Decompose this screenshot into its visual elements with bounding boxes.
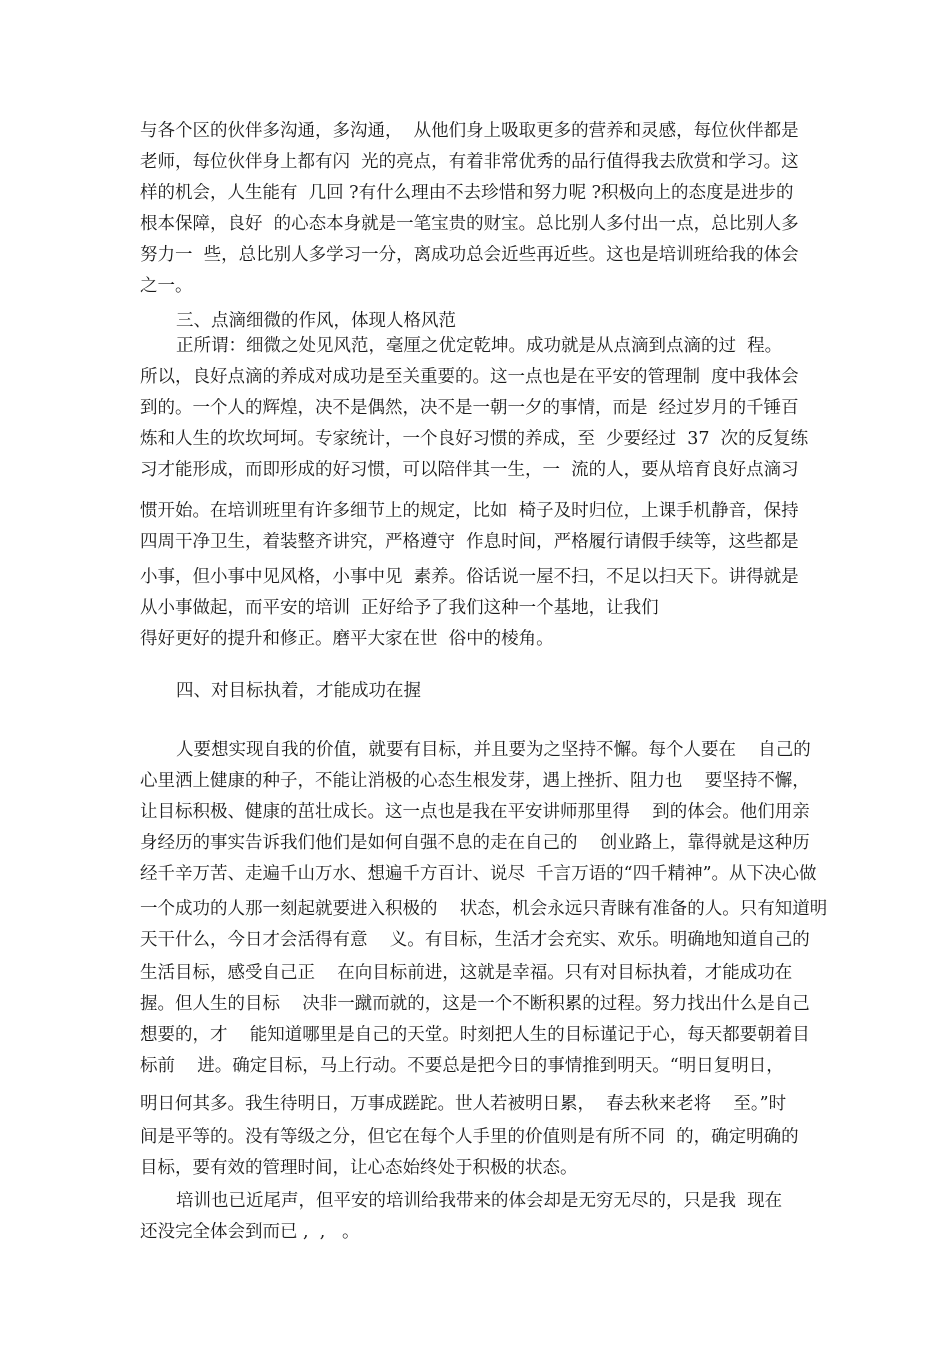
section-heading-four: 四、对目标执着，才能成功在握 — [176, 681, 421, 701]
paragraph-line: 经千辛万苦、走遍千山万水、想遍千方百计、说尽 千言万语的“四千精神”。从下决心做 — [140, 864, 817, 884]
paragraph-line: 人要想实现自我的价值，就要有目标，并且要为之坚持不懈。每个人要在 自己的 — [176, 740, 811, 760]
paragraph-line: 间是平等的。没有等级之分，但它在每个人手里的价值则是有所不同 的，确定明确的 — [140, 1127, 799, 1147]
paragraph-line: 握。但人生的目标 决非一蹴而就的，这是一个不断积累的过程。努力找出什么是自己 — [140, 994, 810, 1014]
closing-line: 培训也已近尾声，但平安的培训给我带来的体会却是无穷无尽的，只是我 现在 — [176, 1191, 783, 1211]
paragraph-line: 小事，但小事中见风格，小事中见 素养。俗话说一屋不扫，不足以扫天下。讲得就是 — [140, 567, 799, 587]
closing-line: 还没完全体会到而已 , , 。 — [140, 1222, 360, 1242]
paragraph-line: 想要的，才 能知道哪里是自己的天堂。时刻把人生的目标谨记于心，每天都要朝着目 — [140, 1025, 810, 1045]
paragraph-line: 让目标积极、健康的茁壮成长。这一点也是我在平安讲师那里得 到的体会。他们用亲 — [140, 802, 810, 822]
paragraph-line: 到的。一个人的辉煌，决不是偶然，决不是一朝一夕的事情，而是 经过岁月的千锤百 — [140, 398, 799, 418]
paragraph-line: 明日何其多。我生待明日，万事成蹉跎。世人若被明日累， 春去秋来老将 至。”时 — [140, 1094, 787, 1114]
paragraph-line: 根本保障，良好 的心态本身就是一笔宝贵的财宝。总比别人多付出一点，总比别人多 — [140, 214, 799, 234]
paragraph-line: 之一。 — [140, 276, 193, 296]
paragraph-line: 得好更好的提升和修正。磨平大家在世 俗中的棱角。 — [140, 629, 554, 649]
paragraph-line: 目标，要有效的管理时间，让心态始终处于积极的状态。 — [140, 1158, 578, 1178]
paragraph-line: 老师，每位伙伴身上都有闪 光的亮点，有着非常优秀的品行值得我去欣赏和学习。这 — [140, 152, 799, 172]
paragraph-line: 一个成功的人那一刻起就要进入积极的 状态，机会永远只青睐有准备的人。只有知道明 — [140, 899, 828, 919]
paragraph-line: 标前 进。确定目标，马上行动。不要总是把今日的事情推到明天。“明日复明日， — [140, 1056, 784, 1076]
paragraph-line: 炼和人生的坎坎坷坷。专家统计，一个良好习惯的养成，至 少要经过 37 次的反复练 — [140, 429, 809, 449]
paragraph-line: 从小事做起，而平安的培训 正好给予了我们这种一个基地，让我们 — [140, 598, 659, 618]
paragraph-line: 惯开始。在培训班里有许多细节上的规定，比如 椅子及时归位，上课手机静音，保持 — [140, 501, 799, 521]
paragraph-line: 样的机会，人生能有 几回 ?有什么理由不去珍惜和努力呢 ?积极向上的态度是进步的 — [140, 183, 794, 203]
paragraph-line: 生活目标，感受自己正 在向目标前进，这就是幸福。只有对目标执着，才能成功在 — [140, 963, 793, 983]
paragraph-line: 四周干净卫生，着装整齐讲究，严格遵守 作息时间，严格履行请假手续等，这些都是 — [140, 532, 799, 552]
paragraph-line: 努力一 些，总比别人多学习一分，离成功总会近些再近些。这也是培训班给我的体会 — [140, 245, 799, 265]
paragraph-line: 正所谓：细微之处见风范，毫厘之优定乾坤。成功就是从点滴到点滴的过 程。 — [176, 336, 783, 356]
paragraph-line: 身经历的事实告诉我们他们是如何自强不息的走在自己的 创业路上，靠得就是这种历 — [140, 833, 810, 853]
paragraph-line: 心里洒上健康的种子，不能让消极的心态生根发芽，遇上挫折、阻力也 要坚持不懈， — [140, 771, 810, 791]
paragraph-line: 所以，良好点滴的养成对成功是至关重要的。这一点也是在平安的管理制 度中我体会 — [140, 367, 799, 387]
section-heading-three: 三、点滴细微的作风，体现人格风范 — [176, 311, 456, 331]
paragraph-line: 与各个区的伙伴多沟通，多沟通， 从他们身上吸取更多的营养和灵感，每位伙伴都是 — [140, 121, 799, 141]
paragraph-line: 天干什么，今日才会活得有意 义。有目标，生活才会充实、欢乐。明确地知道自己的 — [140, 930, 810, 950]
paragraph-line: 习才能形成，而即形成的好习惯，可以陪伴其一生，一 流的人，要从培育良好点滴习 — [140, 460, 799, 480]
